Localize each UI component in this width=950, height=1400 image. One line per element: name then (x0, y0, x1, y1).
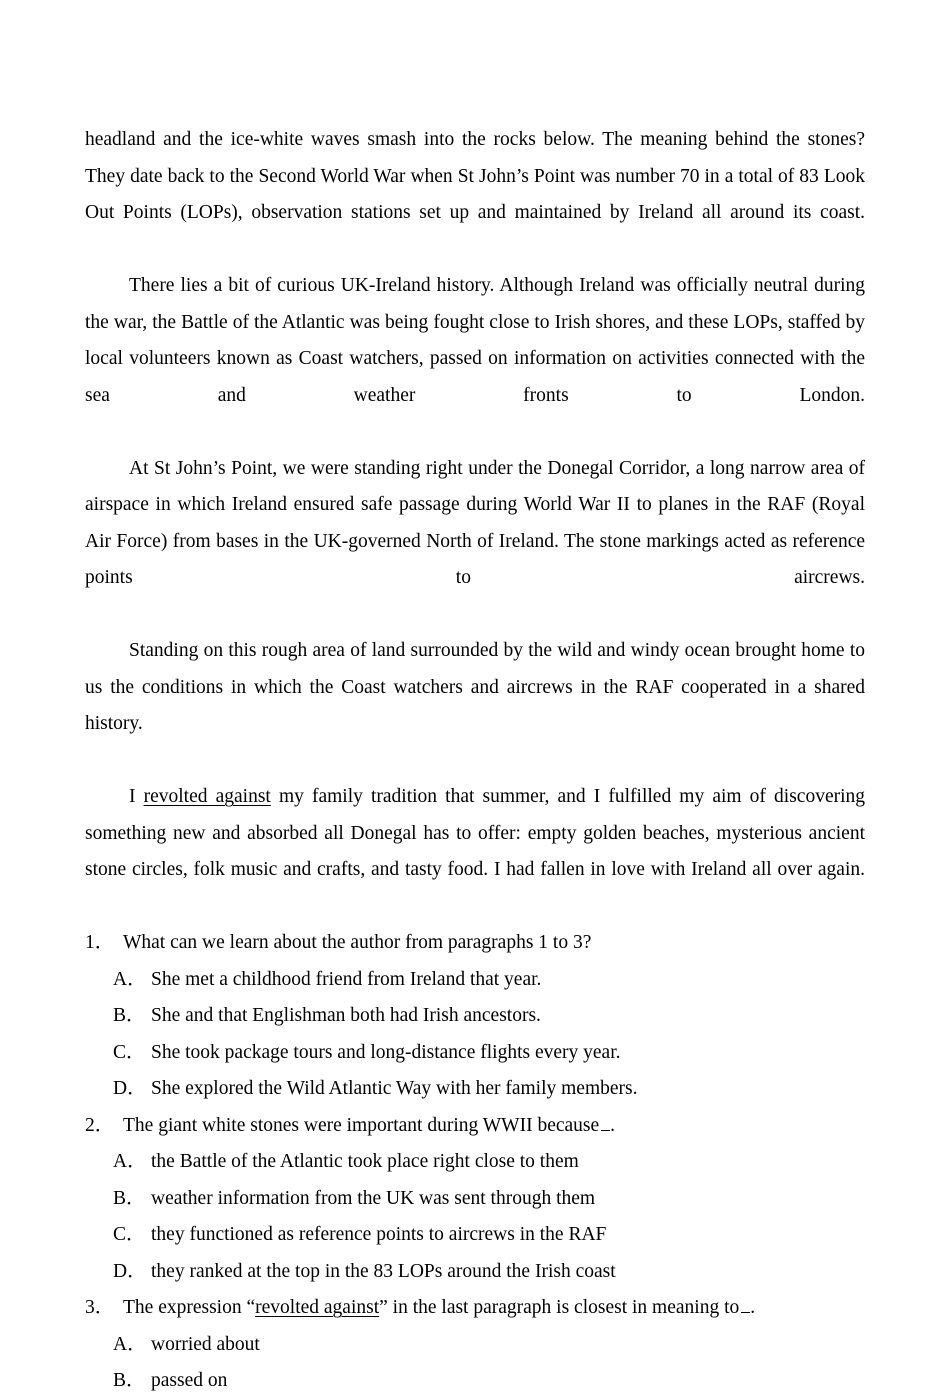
paragraph-2: There lies a bit of curious UK-Ireland history. Although Ireland was officially neutral during the war, the Battle of the Atlantic was being fought close to Irish shores, and these LOPs, staffed by local volunteers known as Coast watchers, passed on information on activities connected with the sea and weather fronts to London. (85, 275, 865, 406)
option-label-d: D． (113, 1078, 147, 1099)
paragraph-5 (85, 779, 865, 925)
paragraph-5-rest: my family tradition that summer, and I fulfilled my aim of discovering something new and absorbed all Donegal has to offer: empty golden beaches, mysterious ancient stone circles, folk music and crafts, and tasty food. I had fallen in love with Ireland all over again. (85, 786, 866, 880)
option-text-c: they functioned as reference points to aircrews in the RAF (151, 1224, 607, 1245)
question-2-trailing: . (610, 1114, 616, 1136)
option-text-a: worried about (151, 1333, 260, 1355)
document-body (85, 122, 865, 1400)
paragraph-3: At St John’s Point, we were standing right under the Donegal Corridor, a long narrow area of airspace in which Ireland ensured safe passage during World War II to planes in the RAF (Royal Air Force) from bases in the UK-governed North of Ireland. The stone markings acted as reference points to aircrews. (85, 457, 865, 588)
option-text-b: passed on (151, 1370, 228, 1391)
paragraph-4: Standing on this rough area of land surrounded by the wild and windy ocean brought home to us the conditions in which the Coast watchers and aircrews in the RAF cooperated in a shared history. (85, 640, 865, 734)
question-1-number: 1． (85, 932, 115, 953)
option-label-a: A． (113, 1333, 147, 1355)
question-3-text-before: The expression “ (123, 1297, 256, 1318)
option-label-c: C． (113, 1224, 146, 1245)
question-3-stem (85, 1290, 865, 1327)
option-label-c: C． (113, 1041, 146, 1063)
underlined-phrase-revolted-against: revolted against (143, 786, 271, 807)
option-label-b: B． (113, 1005, 146, 1026)
option-text-a: the Battle of the Atlantic took place right close to them (151, 1151, 579, 1172)
question-2-option-a[interactable] (85, 1144, 865, 1181)
question-2-option-b[interactable] (85, 1181, 865, 1218)
option-text-c: She took package tours and long-distance flights every year. (151, 1041, 621, 1063)
option-label-a: A． (113, 1151, 147, 1172)
question-3-trailing: . (750, 1297, 756, 1318)
question-2-option-d[interactable] (85, 1254, 865, 1291)
option-label-d: D． (113, 1260, 147, 1282)
question-3-underlined-phrase: revolted against (255, 1297, 380, 1318)
option-text-b: weather information from the UK was sent through them (151, 1187, 596, 1209)
answer-blank-3 (741, 1300, 750, 1313)
option-label-b: B． (113, 1370, 146, 1391)
option-text-d: they ranked at the top in the 83 LOPs around the Irish coast (151, 1260, 616, 1282)
question-1-stem (85, 925, 865, 962)
option-text-a: She met a childhood friend from Ireland that year. (151, 968, 542, 990)
question-3-text-after: ” in the last paragraph is closest in meaning to (379, 1297, 740, 1318)
question-1-text: What can we learn about the author from paragraphs 1 to 3? (123, 932, 592, 953)
question-2-stem (85, 1108, 865, 1145)
question-2-block (85, 1108, 865, 1291)
question-1-option-c[interactable] (85, 1035, 865, 1072)
option-text-b: She and that Englishman both had Irish ancestors. (151, 1005, 541, 1026)
question-2-option-c[interactable] (85, 1217, 865, 1254)
paragraph-5-lead: I (129, 786, 144, 807)
question-1-option-b[interactable] (85, 998, 865, 1035)
paragraph-1: headland and the ice-white waves smash into the rocks below. The meaning behind the stones? They date back to the Second World War when St John’s Point was number 70 in a total of 83 Look Out Points (LOPs), observation stations set up and maintained by Ireland all around its coast. (85, 129, 865, 223)
option-label-b: B． (113, 1187, 146, 1209)
option-text-d: She explored the Wild Atlantic Way with her family members. (151, 1078, 638, 1099)
answer-blank-2 (601, 1117, 610, 1130)
question-1-option-d[interactable] (85, 1071, 865, 1108)
question-3-number: 3． (85, 1297, 115, 1318)
question-3-option-b[interactable] (85, 1363, 865, 1400)
question-2-text: The giant white stones were important during WWII because (123, 1114, 600, 1136)
option-label-a: A． (113, 968, 147, 990)
question-1-option-a[interactable] (85, 962, 865, 999)
question-2-number: 2． (85, 1114, 115, 1136)
question-3-option-a[interactable] (85, 1327, 865, 1364)
question-3-block (85, 1290, 865, 1400)
question-1-block (85, 925, 865, 1108)
